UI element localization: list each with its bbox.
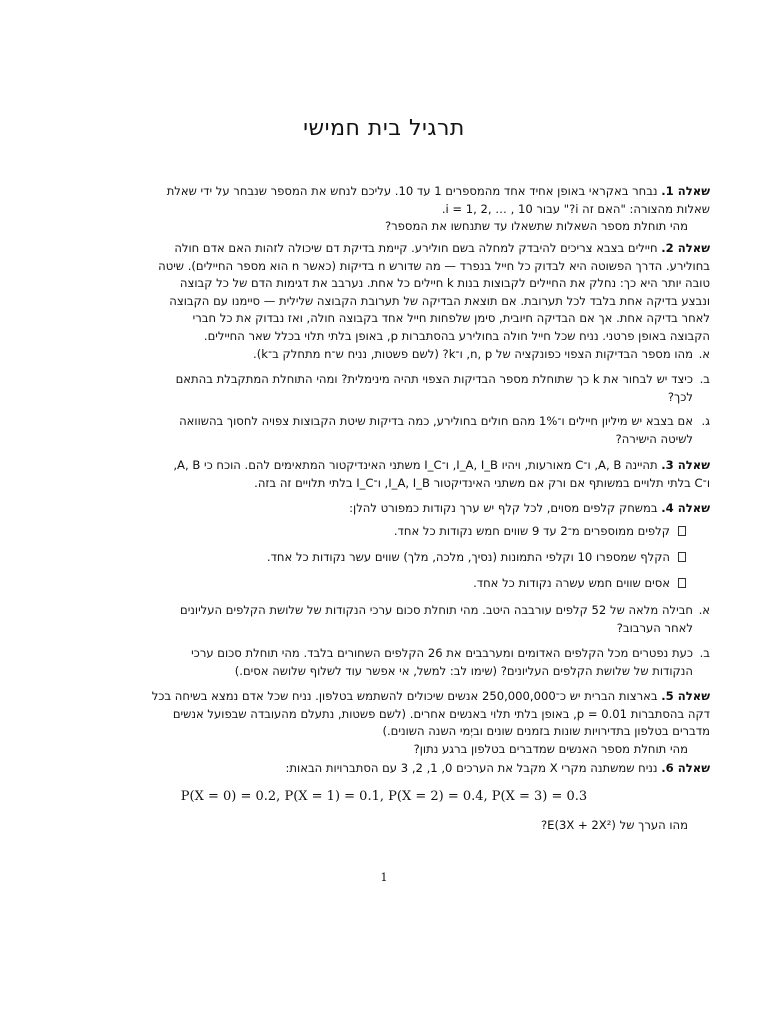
question-4-label: שאלה 4. bbox=[661, 501, 710, 515]
question-4 bbox=[58, 500, 710, 518]
question-6-question-text: מהו הערך של E(3X + 2X²)? bbox=[541, 818, 688, 832]
square-bullet-icon bbox=[678, 578, 686, 588]
question-5-label: שאלה 5. bbox=[661, 689, 710, 703]
bullet-text: הקלף שמספרו 10 וקלפי התמונות (נסיך, מלכה, מלך) שווים עשר נקודות כל אחד. bbox=[266, 550, 670, 564]
part-a-label: א. bbox=[698, 347, 710, 361]
question-6-question bbox=[58, 817, 710, 835]
question-1 bbox=[58, 183, 710, 236]
bullet-text: קלפים ממוספרים מ־2 עד 9 שווים חמש נקודות כל אחד. bbox=[393, 524, 670, 538]
probability-formula: P(X = 0) = 0.2, P(X = 1) = 0.1, P(X = 2) = 0.4, P(X = 3) = 0.3 bbox=[180, 789, 588, 804]
question-2-line-2: בחולירע. הדרך הפשוטה היא לבדוק כל חייל בנפרד — מה שדורש n בדיקות (כאשר n הוא מספר החיילים). שיטה bbox=[158, 258, 710, 273]
part-b-label: ב. bbox=[699, 372, 710, 386]
question-5-line-3: מדברים בטלפון בתדירויות שונות בזמנים שונים וביְמי השנה השונים.) bbox=[382, 724, 710, 739]
part-b-text-2: הנקודות של שלושת הקלפים העליונים? (שימו לב: למשל, אי אפשר עוד לשלוף שלושה אסים.) bbox=[234, 663, 693, 678]
bullet-item bbox=[86, 549, 686, 567]
question-4-part-b bbox=[73, 645, 710, 680]
question-3 bbox=[58, 457, 710, 492]
square-bullet-icon bbox=[678, 526, 686, 536]
question-2-line-6: הקבוצה באופן פרטני. נניח שכל חייל חולה בחולירע בהסתברות p, באופן בלתי תלוי בכלל שאר החיילים. bbox=[203, 328, 710, 343]
question-2 bbox=[58, 240, 710, 346]
question-5 bbox=[58, 688, 710, 758]
part-b-text-1: כעת נפטרים מכל הקלפים האדומים ומערבבים את 26 הקלפים השחורים בלבד. מהי תוחלת סכום ערכי bbox=[191, 646, 693, 660]
question-3-label: שאלה 3. bbox=[661, 458, 710, 472]
question-2-line-1: חיילים בצבא צריכים להיבדק למחלה בשם חולירע. קיימת בדיקת דם שיכולה לזהות האם אדם חולה bbox=[174, 241, 658, 255]
question-1-line-2: שאלות מהצורה: "האם זה i?" עבור i = 1, 2, … , 10. bbox=[441, 201, 710, 216]
question-2-line-4: ונבצע בדיקה אחת בלבד לכל תערובת. אם תוצאת הבדיקה של תערובת הקבוצה שלילית — סיימנו עם הקבוצה bbox=[169, 293, 710, 308]
question-2-part-a bbox=[73, 346, 710, 364]
question-2-label: שאלה 2. bbox=[661, 241, 710, 255]
question-1-line-1: נבחר באקראי באופן אחיד אחד מהמספרים 1 עד 10. עליכם לנחש את המספר שנבחר על ידי שאלת bbox=[166, 184, 658, 198]
bullet-text: אסים שווים חמש עשרה נקודות כל אחד. bbox=[473, 576, 670, 590]
part-c-label: ג. bbox=[701, 414, 710, 428]
part-c-text-2: לשיטה הישירה? bbox=[615, 431, 693, 446]
question-6-label: שאלה 6. bbox=[661, 761, 710, 775]
question-4-intro: במשחק קלפים מסוים, לכל קלף יש ערך נקודות כמפורט להלן: bbox=[349, 501, 658, 515]
question-1-label: שאלה 1. bbox=[661, 184, 710, 198]
question-5-line-4: מהי תוחלת מספר האנשים שמדברים בטלפון ברגע נתון? bbox=[413, 741, 688, 756]
question-2-line-3: טובה יותר היא כך: נחלק את החיילים לקבוצות בנות k חיילים כל אחת. נערבב את דגימות הדם של כל קבוצה bbox=[179, 276, 710, 291]
part-b-label: ב. bbox=[699, 646, 710, 660]
question-4-part-a bbox=[73, 602, 710, 637]
bullet-item bbox=[86, 575, 686, 593]
part-a-label: א. bbox=[698, 603, 710, 617]
question-6 bbox=[58, 760, 710, 778]
part-a-text: מהו מספר הבדיקות הצפוי כפונקציה של n, p, ו־k? (לשם פשטות, נניח ש־n מתחלק ב־k). bbox=[253, 347, 693, 361]
square-bullet-icon bbox=[678, 552, 686, 562]
question-3-line-1: תהיינה A, B, ו־C מאורעות, ויהיו I_A, I_B, ו־I_C משתני האינדיקטור המתאימים להם. הוכח כי A, B, bbox=[173, 458, 658, 472]
part-b-text-2: לכך? bbox=[667, 389, 693, 404]
question-2-line-5: לאחר בדיקה אחת. אך אם הבדיקה חיובית, סימן שלפחות חייל אחד בקבוצה חולה, ואז נבדוק את כל חברי bbox=[192, 311, 710, 326]
page-number: 1 bbox=[380, 871, 388, 884]
question-2-part-c bbox=[73, 413, 710, 448]
question-1-line-3: מהי תוחלת מספר השאלות שתשאלו עד שתנחשו את המספר? bbox=[384, 219, 688, 234]
question-5-line-1: בארצות הברית יש כ־250,000,000 אנשים שיכולים להשתמש בטלפון. נניח שכל אדם נמצא בשיחה בכל bbox=[151, 689, 658, 703]
part-c-text-1: אם בצבא יש מיליון חיילים ו־1% מהם חולים בחולירע, כמה בדיקות שיטת הקבוצות צפויה לחסוך בהשוואה bbox=[179, 414, 693, 428]
part-a-text-2: לאחר הערבוב? bbox=[616, 620, 693, 635]
question-6-intro: נניח שמשתנה מקרי X מקבל את הערכים 0, 1, 2, 3 עם הסתברויות הבאות: bbox=[285, 761, 658, 775]
question-2-part-b bbox=[73, 371, 710, 406]
question-5-line-2: דקה בהסתברות p = 0.01, באופן בלתי תלוי באנשים אחרים. (לשם פשטות, נתעלם מהעובדה שבפועל אנשים bbox=[172, 706, 710, 721]
question-3-line-2: ו־C בלתי תלויים במשותף אם ורק אם משתני האינדיקטור I_A, I_B, ו־I_C בלתי תלויים זה בזה. bbox=[254, 475, 710, 490]
page-title: תרגיל בית חמישי bbox=[303, 116, 465, 141]
part-b-text-1: כיצד יש לבחור את k כך שתוחלת מספר הבדיקות הצפוי תהיה מינימלית? ומהי התוחלת המתקבלת בהתאם bbox=[175, 372, 693, 386]
part-a-text-1: חבילה מלאה של 52 קלפים עורבבה היטב. מהי תוחלת סכום ערכי הנקודות של שלושת הקלפים העליונים bbox=[180, 603, 693, 617]
bullet-item bbox=[86, 523, 686, 541]
